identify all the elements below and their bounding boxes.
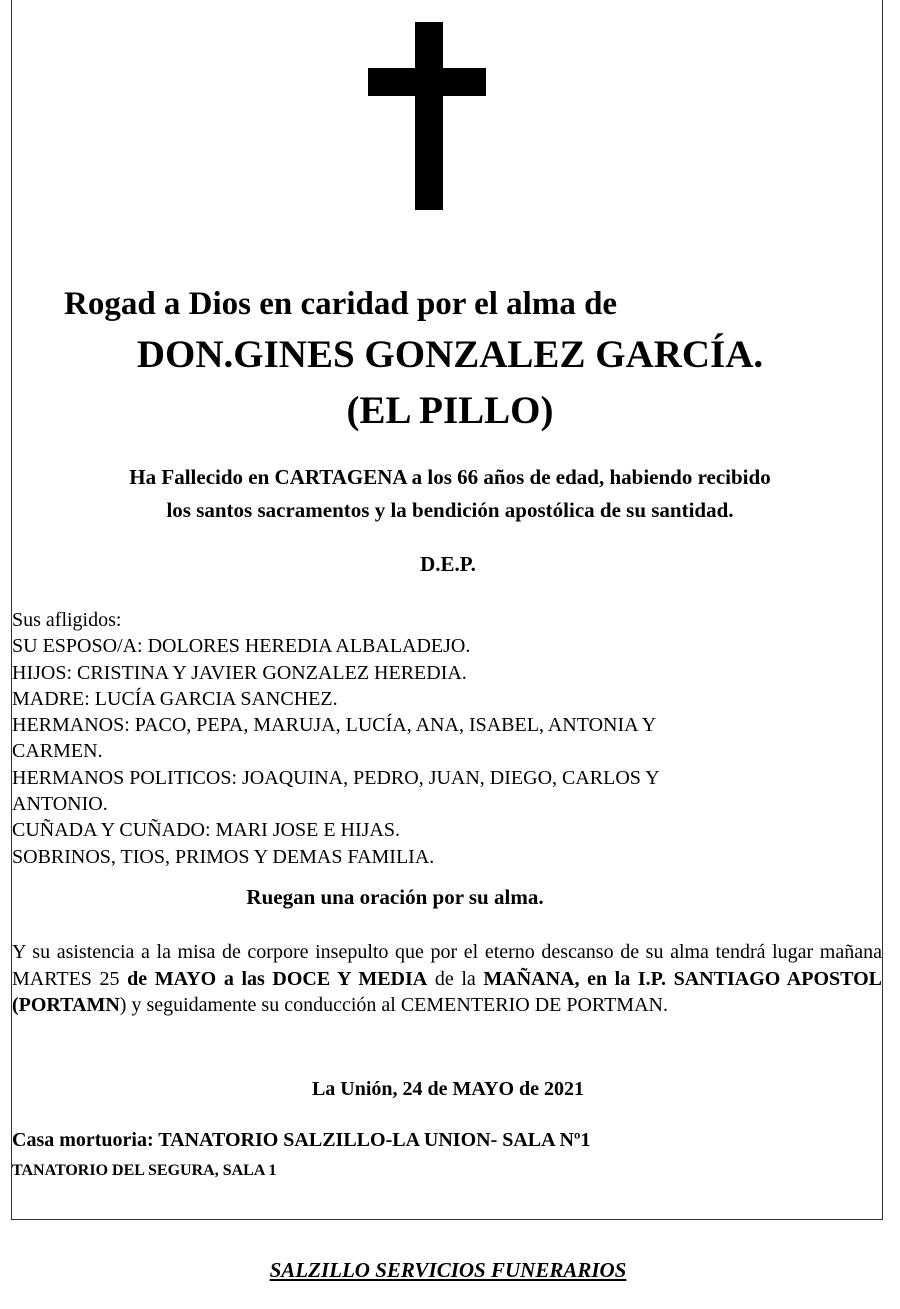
deceased-nickname: (EL PILLO) — [346, 389, 554, 432]
mass-text: de la — [427, 967, 484, 990]
death-notice-line-2: los santos sacramentos y la bendición apostólica de su santidad. — [166, 498, 734, 522]
mourners-heading: Sus afligidos: — [12, 609, 122, 631]
mourner-line: HERMANOS POLITICOS: JOAQUINA, PEDRO, JUAN, DIEGO, CARLOS Y — [12, 766, 660, 789]
mourners-list — [12, 607, 880, 870]
deceased-name: DON.GINES GONZALEZ GARCÍA. — [136, 333, 764, 376]
mourner-line: SOBRINOS, TIOS, PRIMOS Y DEMAS FAMILIA. — [12, 845, 435, 868]
mass-paragraph — [12, 939, 882, 1019]
mass-bold-text: MAÑANA, en la I.P. SANTIAGO APOSTOL (PORTAMN — [12, 967, 883, 1016]
mourner-line: HERMANOS: PACO, PEPA, MARUJA, LUCÍA, ANA, ISABEL, ANTONIA Y — [12, 714, 657, 737]
mourner-line: HIJOS: CRISTINA Y JAVIER GONZALEZ HEREDIA. — [12, 661, 467, 684]
casa-mortuoria: Casa mortuoria: TANATORIO SALZILLO-LA UNION- SALA Nº1 — [12, 1129, 591, 1151]
date-line: La Unión, 24 de MAYO de 2021 — [311, 1078, 585, 1100]
death-notice-line-1: Ha Fallecido en CARTAGENA a los 66 años de edad, habiendo recibido — [129, 465, 771, 489]
mourner-line: MADRE: LUCÍA GARCIA SANCHEZ. — [12, 687, 338, 710]
intro-text: Rogad a Dios en caridad por el alma de — [64, 286, 618, 322]
funeral-home-footer: SALZILLO SERVICIOS FUNERARIOS — [269, 1258, 627, 1282]
mourner-line: CUÑADA Y CUÑADO: MARI JOSE E HIJAS. — [12, 819, 400, 842]
mourner-line: ANTONIO. — [12, 793, 108, 816]
mourner-line: SU ESPOSO/A: DOLORES HEREDIA ALBALADEJO. — [12, 635, 471, 658]
cross-vertical-bar — [415, 22, 443, 210]
mass-bold-text: de MAYO a las DOCE Y MEDIA — [127, 967, 428, 990]
mass-text: Y su asistencia a la misa de corpore insepulto que por el eterno descanso de su alma tendrá lugar mañana MARTES 25 — [12, 941, 882, 990]
cross-horizontal-bar — [368, 68, 486, 96]
mass-text: ) y seguidamente su conducción al CEMENTERIO DE PORTMAN. — [119, 994, 668, 1016]
dep-text: D.E.P. — [420, 552, 476, 576]
death-notice — [20, 461, 880, 527]
mourner-line: CARMEN. — [12, 740, 103, 763]
prayer-request: Ruegan una oración por su alma. — [246, 885, 544, 909]
tanatorio-alt: TANATORIO DEL SEGURA, SALA 1 — [12, 1162, 277, 1179]
